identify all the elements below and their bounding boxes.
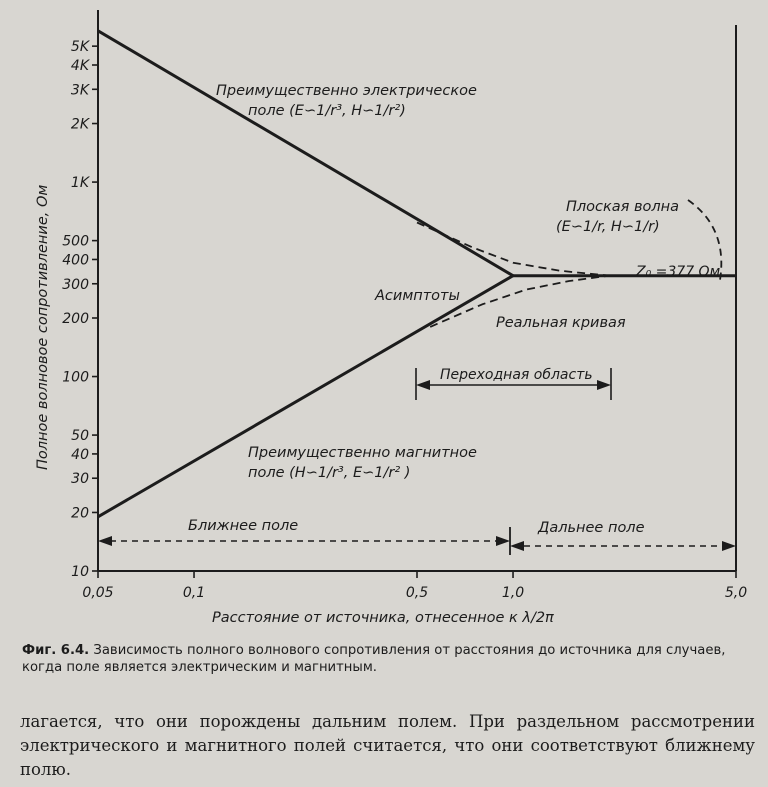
electric-label-1: Преимущественно электрическое — [216, 83, 477, 99]
y-tick-label: 10 — [71, 564, 89, 580]
y-tick-label: 400 — [62, 252, 89, 269]
y-tick-label: 30 — [71, 471, 89, 488]
body-paragraph: лагается, что они порождены дальним полем. При раздельном рассмотрении электрического и магнитного полей считается, что они соответствуют ближнему полю. — [20, 712, 755, 779]
y-tick-label: 5K — [70, 39, 89, 56]
near-field-label: Ближнее поле — [188, 518, 299, 534]
y-tick-label: 4K — [70, 58, 89, 75]
figure-caption — [22, 642, 752, 676]
far-field-label: Дальнее поле — [538, 520, 645, 536]
y-tick-label: 50 — [71, 428, 89, 445]
y-tick-label: 20 — [71, 505, 89, 522]
y-tick-label: 200 — [62, 311, 89, 328]
y-tick-label: 2K — [70, 116, 89, 133]
x-tick-label: 5,0 — [724, 585, 748, 601]
caption-text: Зависимость полного волнового сопротивления от расстояния до источника для случаев, когда поле является электрическим и магнитным. — [22, 643, 726, 675]
y-ticks — [62, 39, 98, 580]
plane-wave-label-1: Плоская волна — [566, 199, 680, 215]
series-line-0 — [98, 31, 513, 276]
near-field-arrow — [98, 536, 510, 546]
y-tick-label: 40 — [71, 446, 89, 463]
x-axis-title: Расстояние от источника, отнесенное к λ/2π — [212, 610, 554, 626]
y-axis-title: Полное волновое сопротивление, Ом — [35, 184, 51, 470]
y-tick-label: 100 — [62, 369, 89, 386]
x-ticks — [82, 571, 747, 601]
y-tick-label: 1K — [70, 175, 89, 192]
asymptotes-label: Асимптоты — [375, 288, 460, 304]
magnetic-label-2: поле (H∽1/r³, E∽1/r² ) — [248, 465, 411, 481]
x-tick-label: 1,0 — [501, 585, 525, 601]
plane-wave-label-2: (E∽1/r, H∽1/r) — [556, 219, 660, 235]
y-tick-label: 500 — [62, 233, 89, 250]
y-tick-label: 300 — [62, 276, 89, 293]
caption-label: Фиг. 6.4. — [22, 643, 90, 658]
far-field-arrow — [510, 541, 736, 551]
transition-label: Переходная область — [440, 367, 593, 383]
magnetic-label-1: Преимущественно магнитное — [248, 445, 477, 461]
electric-label-2: поле (E∽1/r³, H∽1/r²) — [248, 103, 406, 119]
x-tick-label: 0,05 — [82, 585, 114, 601]
z0-label: Z₀ =377 Ом — [636, 264, 721, 280]
x-tick-label: 0,1 — [182, 585, 206, 601]
y-tick-label: 3K — [70, 82, 89, 99]
real-curve-label: Реальная кривая — [496, 315, 626, 331]
x-tick-label: 0,5 — [405, 585, 429, 601]
